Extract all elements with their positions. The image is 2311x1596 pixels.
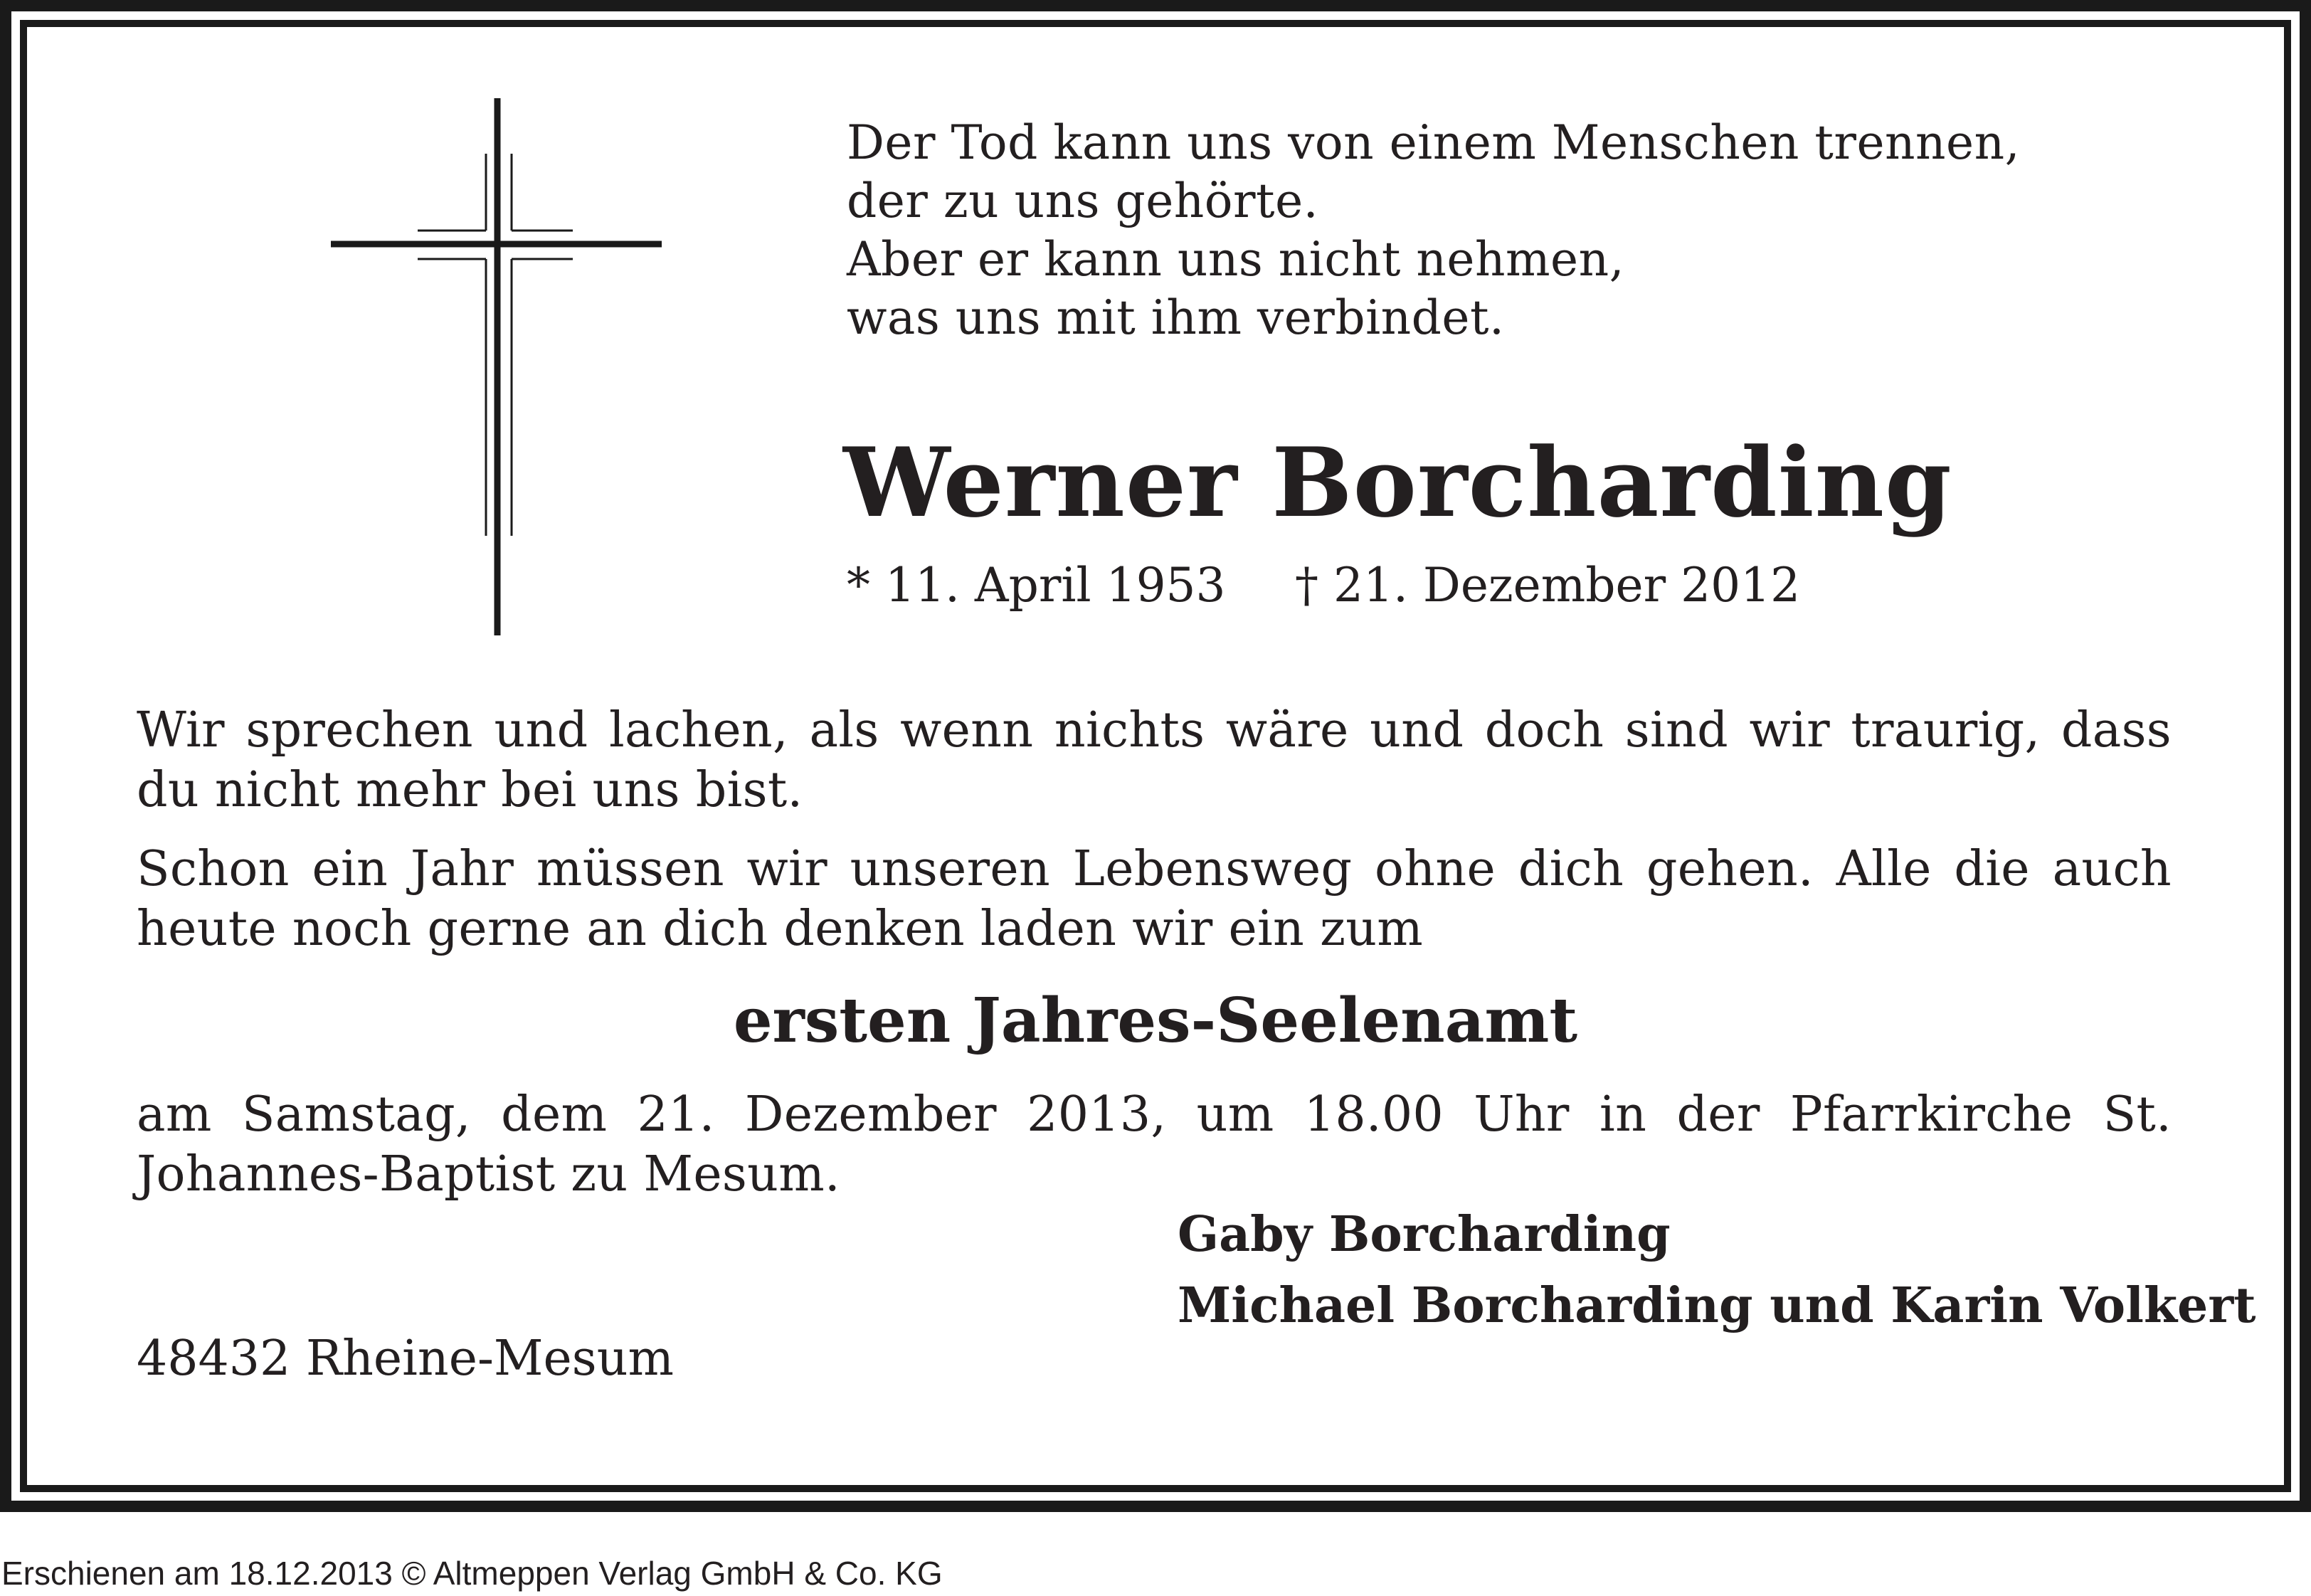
address: 48432 Rheine-Mesum	[137, 1331, 674, 1387]
signer-name: Michael Borcharding und Karin Volkert	[1178, 1277, 2256, 1334]
deceased-name: Werner Borcharding	[843, 426, 1952, 539]
birth-date: * 11. April 1953	[847, 558, 1226, 613]
mass-title: ersten Jahres-Seelenamt	[733, 985, 1578, 1057]
cross-icon	[331, 98, 662, 635]
poem-line: Der Tod kann uns von einem Menschen trennen,	[847, 115, 2021, 170]
service-details: am Samstag, dem 21. Dezember 2013, um 18.00 Uhr in der Pfarrkirche St. Johannes-Baptist zu Mesum.	[137, 1087, 2172, 1203]
poem-line: Aber er kann uns nicht nehmen,	[847, 232, 1625, 287]
message-paragraph-2: Schon ein Jahr müssen wir unseren Lebensweg ohne dich gehen. Alle die auch heute noch gerne an dich denken laden wir ein zum	[137, 841, 2172, 957]
death-date: † 21. Dezember 2012	[1295, 558, 1801, 613]
signers	[1178, 1199, 2256, 1341]
poem	[847, 114, 2056, 347]
publication-footer: Erschienen am 18.12.2013 © Altmeppen Verlag GmbH & Co. KG	[1, 1555, 943, 1592]
poem-line: der zu uns gehörte.	[847, 174, 1319, 228]
poem-line: was uns mit ihm verbindet.	[847, 290, 1505, 345]
signer-name: Gaby Borcharding	[1178, 1206, 1671, 1263]
message-paragraph-1: Wir sprechen und lachen, als wenn nichts wäre und doch sind wir traurig, dass du nicht mehr bei uns bist.	[137, 702, 2172, 818]
